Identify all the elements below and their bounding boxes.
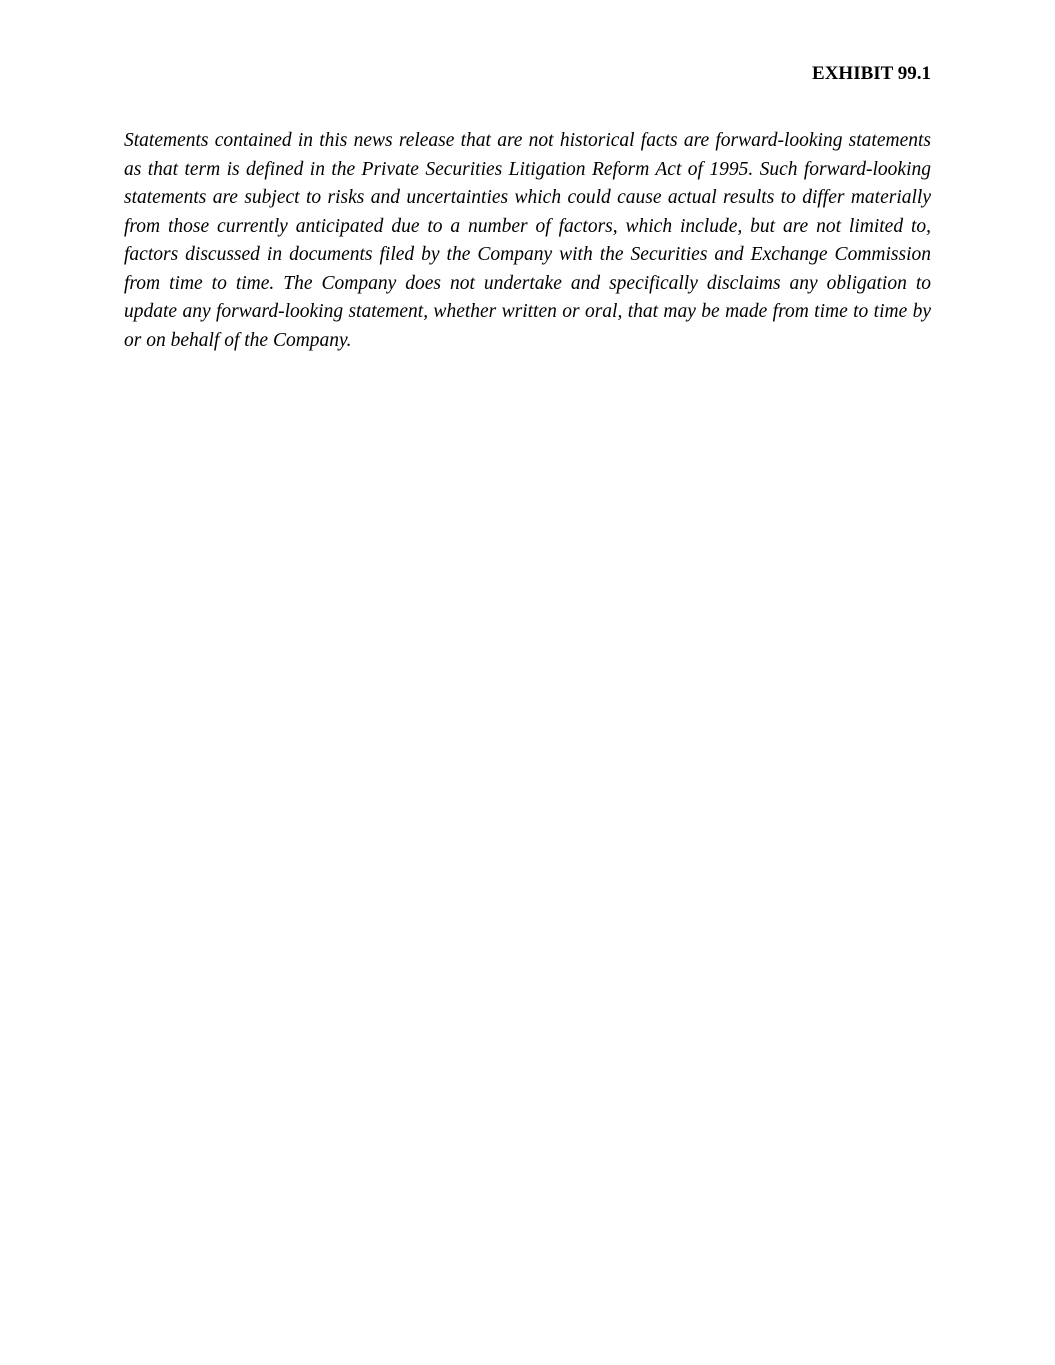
exhibit-label: EXHIBIT 99.1: [812, 63, 931, 84]
forward-looking-statements-disclaimer: Statements contained in this news release that are not historical facts are forward-looking statements as that term is defined in the Private Securities Litigation Reform Act of 1995. Such forward-looking statements are subject to risks and uncertainties which could cause actual results to differ materially from those currently anticipated due to a number of factors, which include, but are not limited to, factors discussed in documents filed by the Company with the Securities and Exchange Commission from time to time. The Company does not undertake and specifically disclaims any obligation to update any forward-looking statement, whether written or oral, that may be made from time to time by or on behalf of the Company.: [124, 130, 931, 351]
